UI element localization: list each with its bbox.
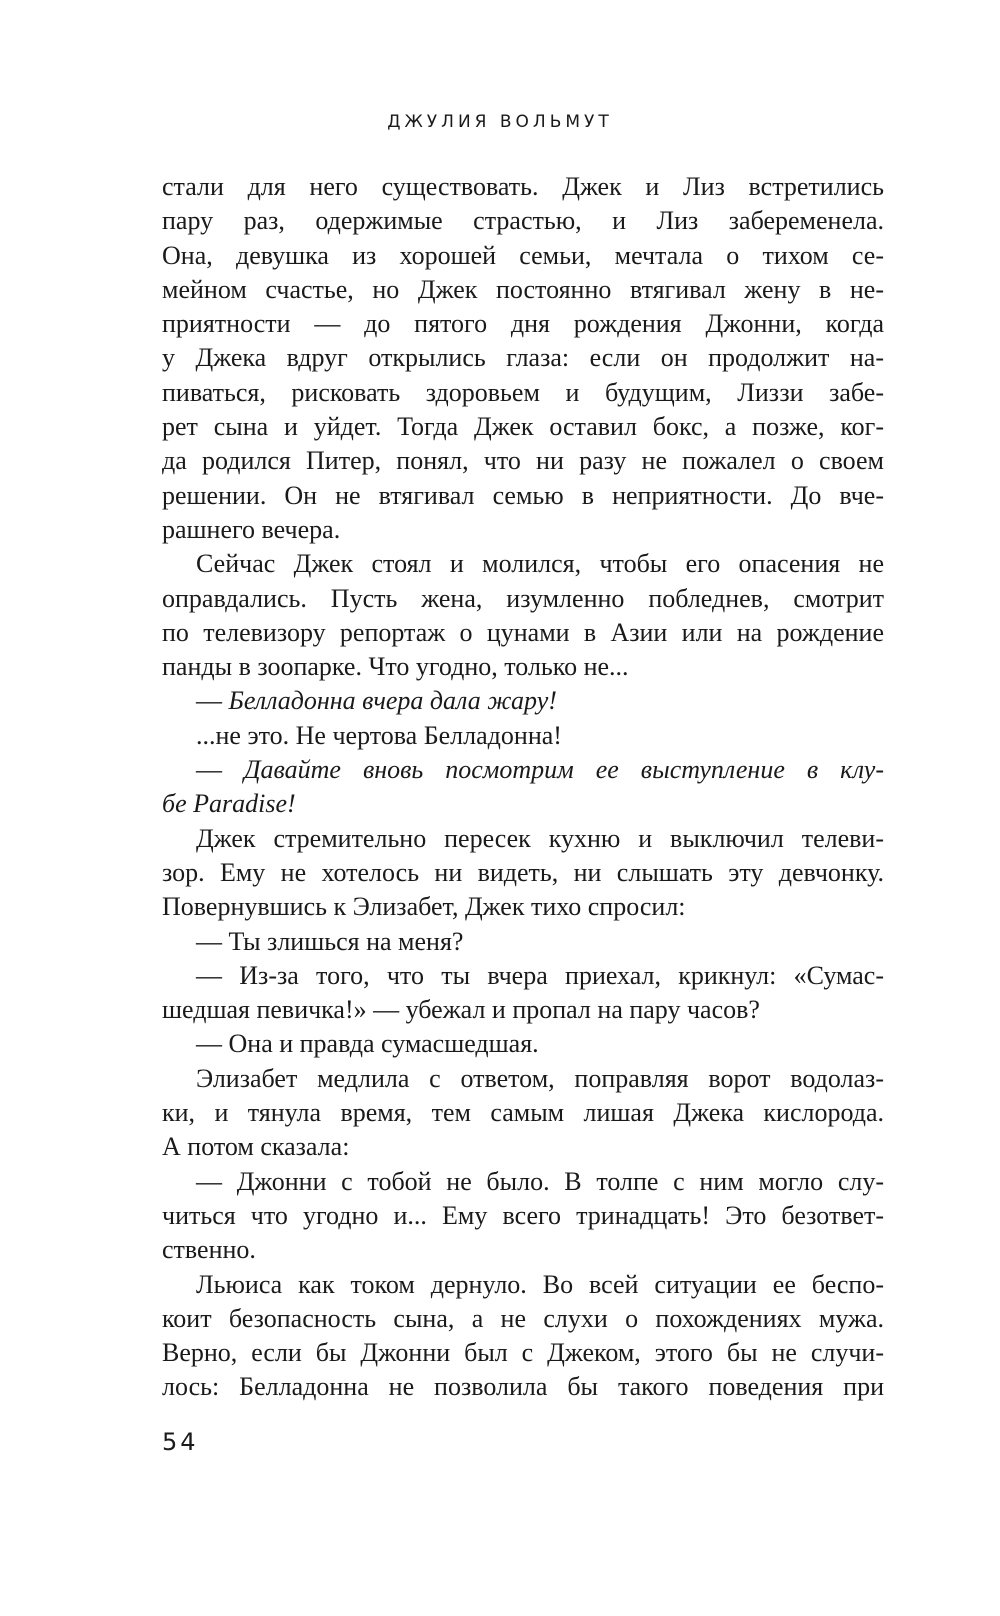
text-line: — Ты злишься на меня? bbox=[196, 926, 464, 956]
text-line: лось: Белладонна не позволила бы такого поведения при bbox=[162, 1372, 884, 1402]
dialogue-dash: — bbox=[196, 686, 229, 716]
text-line: ки, и тянула время, тем самым лишая Джека кислорода. bbox=[162, 1098, 884, 1128]
text-line: — Из-за того, что ты вчера приехал, крикнул: «Сумас- bbox=[196, 960, 884, 990]
text-line: Элизабет медлила с ответом, поправляя ворот водолаз- bbox=[196, 1063, 884, 1093]
text-line: ...не это. Не чертова Белладонна! bbox=[196, 720, 562, 750]
italic-speech: Давайте вновь посмотрим ее выступление в клу- bbox=[244, 755, 884, 785]
text-line: А потом сказала: bbox=[162, 1132, 350, 1162]
text-line: да родился Питер, понял, что ни разу не пожалел о своем bbox=[162, 446, 884, 476]
text-line: рет сына и уйдет. Тогда Джек оставил бокс, а позже, ког- bbox=[162, 412, 884, 442]
text-line: шедшая певичка!» — убежал и пропал на пару часов? bbox=[162, 995, 760, 1025]
text-line: приятности — до пятого дня рождения Джонни, когда bbox=[162, 309, 884, 339]
text-line: коит безопасность сына, а не слухи о похождениях мужа. bbox=[162, 1303, 884, 1333]
text-line: стали для него существовать. Джек и Лиз встретились bbox=[162, 172, 884, 201]
text-line bbox=[162, 787, 884, 821]
text-line: решении. Он не втягивал семью в неприятности. До вче- bbox=[162, 480, 884, 510]
text-line: по телевизору репортаж о цунами в Азии или на рождение bbox=[162, 617, 884, 647]
text-line: Она, девушка из хорошей семьи, мечтала о тихом се- bbox=[162, 240, 884, 270]
text-line: рашнего вечера. bbox=[162, 514, 341, 544]
text-line: ственно. bbox=[162, 1235, 256, 1265]
page-number: 54 bbox=[162, 1428, 199, 1456]
text-line: панды в зоопарке. Что угодно, только не... bbox=[162, 652, 629, 682]
text-line: — Она и правда сумасшедшая. bbox=[196, 1029, 539, 1059]
text-line: пиваться, рисковать здоровьем и будущим, Лиззи забе- bbox=[162, 377, 884, 407]
italic-speech: Белладонна вчера дала жару! bbox=[228, 686, 557, 716]
running-head: ДЖУЛИЯ ВОЛЬМУТ bbox=[387, 112, 613, 132]
text-line: Джек стремительно пересек кухню и выключил телеви- bbox=[196, 823, 884, 853]
text-line: пару раз, одержимые страстью, и Лиз забеременела. bbox=[162, 206, 884, 236]
text-line: — Джонни с тобой не было. В толпе с ним могло слу- bbox=[196, 1166, 884, 1196]
text-line: Верно, если бы Джонни был с Джеком, этого бы не случи- bbox=[162, 1338, 884, 1368]
text-line: Льюиса как током дернуло. Во всей ситуации ее беспо- bbox=[196, 1269, 884, 1299]
text-line bbox=[162, 753, 884, 787]
italic-speech: бе Paradise! bbox=[162, 789, 296, 819]
text-line: читься что угодно и... Ему всего тринадцать! Это безответ- bbox=[162, 1200, 884, 1230]
text-line: мейном счастье, но Джек постоянно втягивал жену в не- bbox=[162, 274, 884, 304]
body-text bbox=[162, 170, 884, 1405]
dialogue-dash: — bbox=[196, 755, 244, 785]
text-line: зор. Ему не хотелось ни видеть, ни слышать эту девчонку. bbox=[162, 857, 884, 887]
text-line: Сейчас Джек стоял и молился, чтобы его опасения не bbox=[196, 549, 884, 579]
text-line: Повернувшись к Элизабет, Джек тихо спросил: bbox=[162, 892, 686, 922]
text-line: оправдались. Пусть жена, изумленно побледнев, смотрит bbox=[162, 583, 884, 613]
text-line: у Джека вдруг открылись глаза: если он продолжит на- bbox=[162, 343, 884, 373]
text-line bbox=[162, 684, 884, 718]
